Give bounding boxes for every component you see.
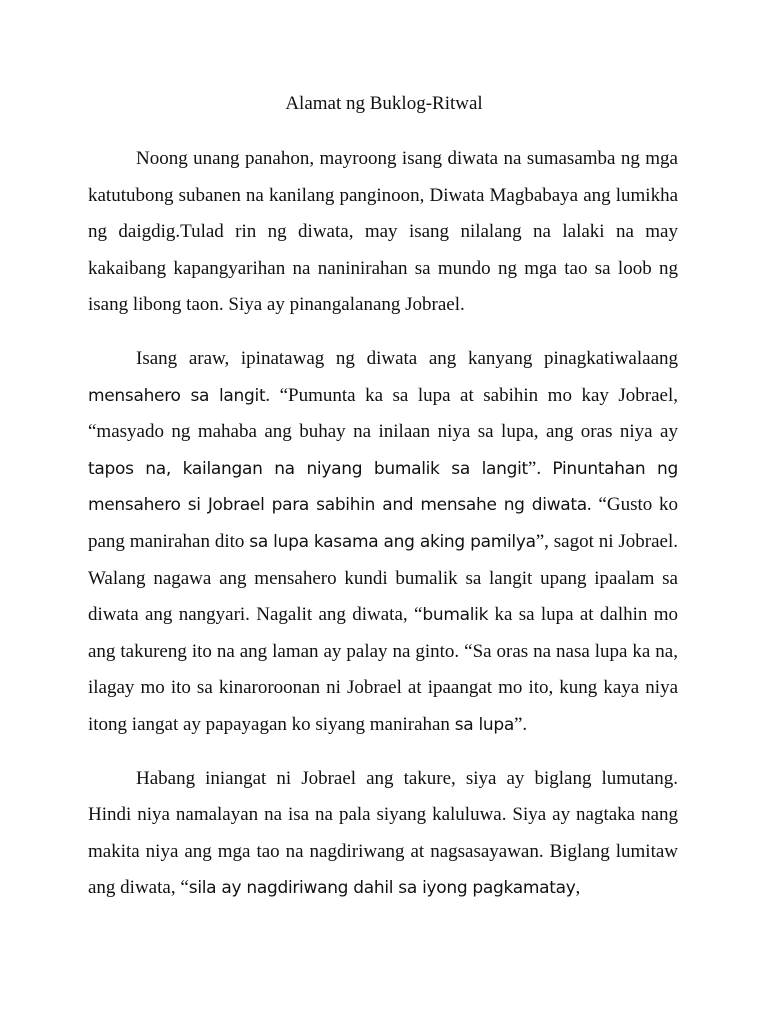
text-segment: . “Gusto ko pang manirahan dito bbox=[88, 494, 678, 552]
text-segment: ”. bbox=[513, 713, 528, 735]
text-segment: Isang araw, ipinatawag ng diwata ang kanyang pinagkatiwalaang bbox=[136, 347, 678, 369]
text-segment: ”. bbox=[527, 457, 553, 479]
text-segment: Noong unang panahon, mayroong isang diwata na sumasamba ng mga katutubong subanen na kanilang panginoon, Diwata Magbabaya ang lumikha ng daigdig.Tulad rin ng diwata, may isang nilalang na lalaki na may kakaibang kapangyarihan na naninirahan sa mundo ng mga tao sa loob ng isang libong taon. Siya ay pinangalanang Jobrael. bbox=[88, 148, 678, 316]
text-segment: Habang iniangat ni Jobrael ang takure, siya ay biglang lumutang. Hindi niya namalayan na isa na pala siyang kaluluwa. Siya ay nagtaka nang makita niya ang mga tao na nagdiriwang at nagsasayawan. Biglang lumitaw ang diwata, “ bbox=[88, 767, 678, 899]
text-segment: ka sa lupa at dalhin mo ang takureng ito na ang laman ay palay na ginto. “Sa oras na nasa lupa ka na, ilagay mo ito sa kinaroroonan ni Jobrael at ipaangat mo ito, kung kaya niya itong iangat ay papayagan ko siyang manirahan bbox=[88, 604, 678, 735]
paragraph-1 bbox=[88, 141, 678, 324]
text-segment: . “Pumunta ka sa lupa at sabihin mo kay Jobrael, “masyado ng mahaba ang buhay na inilaan niya sa lupa, ang oras niya ay bbox=[88, 384, 679, 443]
text-segment: , bbox=[575, 877, 581, 899]
text-segment: tapos na, kailangan na niyang bumalik sa langit bbox=[88, 458, 528, 479]
document-body bbox=[88, 141, 678, 924]
paragraph-2 bbox=[88, 341, 678, 744]
paragraph-3 bbox=[88, 761, 678, 907]
text-segment: sa lupa kasama ang aking pamilya bbox=[249, 531, 536, 552]
text-segment: ”, sagot ni Jobrael. Walang nagawa ang mensahero kundi bumalik sa langit upang ipaalam sa diwata ang nangyari. Nagalit ang diwata, “ bbox=[88, 530, 679, 626]
text-segment: sila ay nagdiriwang dahil sa iyong pagkamatay bbox=[188, 878, 576, 899]
text-segment: Pinuntahan ng mensahero si Jobrael para sabihin and mensahe ng diwata bbox=[88, 458, 678, 516]
text-segment: bumalik bbox=[422, 605, 489, 626]
text-segment: sa lupa bbox=[454, 714, 514, 735]
document-title: Alamat ng Buklog-Ritwal bbox=[285, 93, 483, 114]
text-segment: mensahero sa langit bbox=[88, 385, 266, 406]
